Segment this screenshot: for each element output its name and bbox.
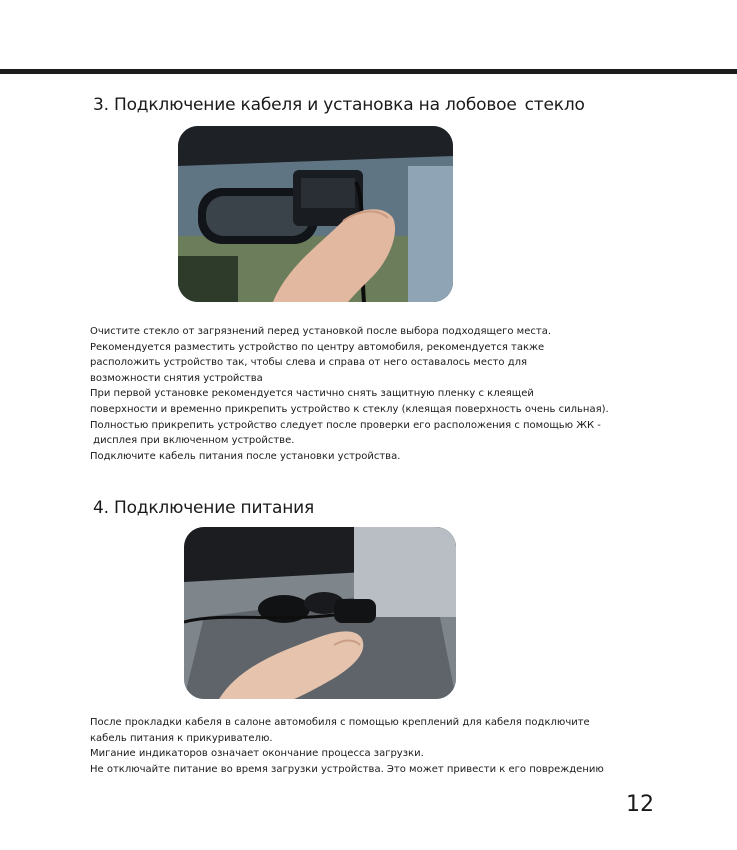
top-rule	[0, 69, 737, 74]
text-line: кабель питания к прикуривателю.	[90, 732, 273, 744]
text-line: Мигание индикаторов означает окончание процесса загрузки.	[90, 748, 424, 760]
text-line: Полностью прикрепить устройство следует после проверки его расположения с помощью ЖК -	[90, 419, 601, 431]
text-line: При первой установке рекомендуется частично снять защитную пленку с клеящей	[90, 388, 534, 400]
text-line: После прокладки кабеля в салоне автомобиля с помощью креплений для кабеля подключите	[90, 717, 590, 728]
text-line: Не отключайте питание во время загрузки устройства. Это может привести к его повреждению	[90, 763, 604, 775]
section-3-title: 3. Подключение кабеля и установка на лобовое	[93, 95, 517, 115]
power-plug-photo	[184, 527, 456, 699]
section-4-text	[90, 715, 690, 777]
text-line: поверхности и временно прикрепить устройство к стеклу (клеящая поверхность очень сильная).	[90, 403, 609, 415]
text-line: расположить устройство так, чтобы слева и справа от него оставалось место для	[90, 357, 528, 369]
windshield-mount-photo	[178, 126, 453, 302]
text-line: Очистите стекло от загрязнений перед установкой после выбора подходящего места.	[90, 326, 551, 337]
text-line: возможности снятия устройства	[90, 372, 263, 384]
page-number: 12	[626, 792, 654, 817]
section-4-heading: 4. Подключение питания	[93, 498, 315, 518]
text-line: дисплея при включенном устройстве.	[90, 435, 295, 447]
section-3-heading	[93, 95, 585, 115]
section-3-text	[90, 324, 690, 464]
text-line: Подключите кабель питания после установки устройства.	[90, 450, 401, 462]
text-line: Рекомендуется разместить устройство по центру автомобиля, рекомендуется также	[90, 341, 545, 353]
section-3-title-end: стекло	[524, 95, 585, 115]
